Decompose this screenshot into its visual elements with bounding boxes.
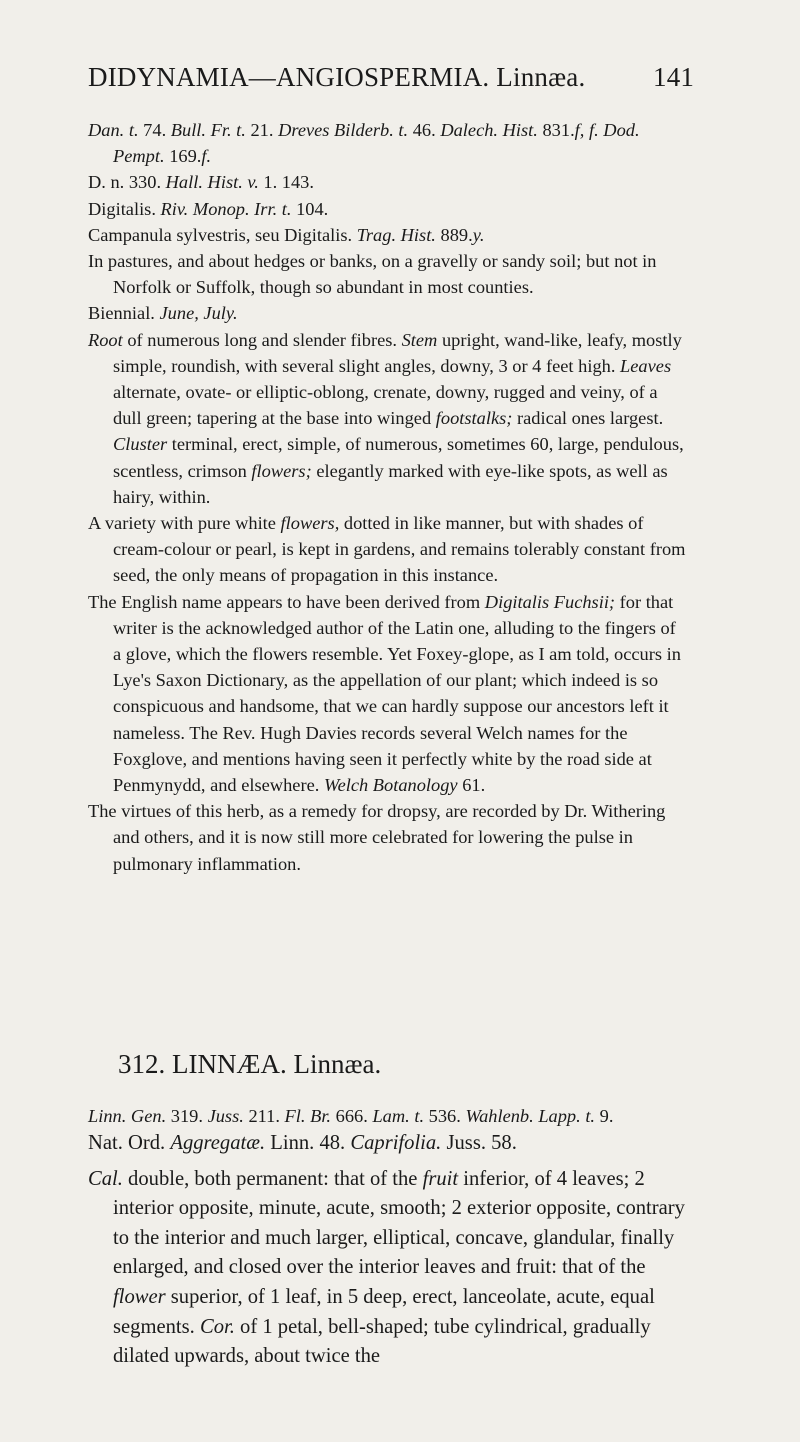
text-run: 9.: [595, 1106, 614, 1126]
italic-run: f, f.: [574, 120, 599, 140]
text-run: upright, wand-like, leafy, mostly simple, roundish, with several slight angles, downy, 3 or 4 feet high.: [113, 329, 682, 376]
italic-run: Hall. Hist. v.: [165, 172, 259, 193]
text-run: of numerous long and slender fibres.: [122, 329, 402, 350]
calyx-description: [88, 1165, 688, 1372]
italic-run: Dalech. Hist.: [440, 120, 538, 140]
italic-run: y.: [472, 224, 485, 245]
linnaea-entry: [88, 1103, 688, 1372]
text-run: A variety with pure white: [88, 513, 281, 534]
text-run: Campanula sylvestris, seu Digitalis.: [88, 224, 357, 245]
text-run: 666.: [331, 1106, 373, 1126]
text-run: Linn. 48.: [265, 1132, 351, 1154]
italic-run: Leaves: [620, 355, 672, 376]
habitat-paragraph: In pastures, and about hedges or banks, on a gravelly or sandy soil; but not in Norfolk or Suffolk, though so abundant in most counties.: [88, 251, 657, 298]
text-run: 211.: [243, 1106, 285, 1126]
italic-run: Cal.: [88, 1167, 123, 1190]
italic-run: June, July.: [159, 303, 238, 324]
italic-run: flowers,: [280, 513, 340, 534]
text-run: double, both permanent: that of the: [122, 1167, 423, 1190]
text-run: for that writer is the acknowledged author of the Latin one, alluding to the fingers of a glove, which the flowers resemble. Yet Foxey-glope, as I am told, occurs in Lye's Saxon Dictionary, as the appellation of our plant; which indeed is so conspicuous and handsome, that we can hardly suppose our ancestors left it nameless. The Rev. Hugh Davies records several Welch names for the Foxglove, and mentions having seen it perfectly white by the road side at Penmynydd, and elsewhere.: [113, 591, 681, 796]
text-run: 889.: [435, 224, 473, 245]
text-run: 61.: [457, 775, 486, 796]
english-name-paragraph: [88, 589, 688, 799]
reference-line: [88, 169, 688, 195]
reference-line: [88, 222, 688, 248]
italic-run: flower: [113, 1285, 166, 1308]
italic-run: Dan. t.: [88, 120, 139, 140]
description-paragraph: [88, 327, 688, 510]
text-run: The English name appears to have been derived from: [88, 591, 485, 612]
italic-run: Lam. t.: [372, 1106, 425, 1126]
text-run: Nat. Ord.: [88, 1132, 171, 1154]
italic-run: Bull. Fr. t.: [170, 120, 246, 140]
text-run: Digitalis.: [88, 198, 161, 219]
foxglove-entry: [88, 117, 688, 877]
italic-run: Linn. Gen.: [88, 1106, 167, 1126]
italic-run: Wahlenb. Lapp. t.: [465, 1106, 596, 1126]
variety-paragraph: [88, 510, 688, 589]
page-number: 141: [653, 62, 695, 92]
text-run: 319.: [166, 1106, 208, 1126]
text-run: Juss. 58.: [441, 1132, 517, 1154]
italic-run: flowers;: [251, 460, 312, 481]
text-run: of 1 petal, bell-shaped; tube cylindrical, gradually dilated upwards, about twice the: [113, 1315, 651, 1368]
text-run: 169.: [164, 146, 202, 167]
italic-run: Caprifolia.: [350, 1132, 442, 1154]
text-run: 831.: [537, 120, 575, 140]
text-run: radical ones largest.: [512, 408, 664, 429]
italic-run: footstalks;: [435, 408, 513, 429]
italic-run: Stem: [401, 329, 438, 350]
text-run: Biennial.: [88, 303, 160, 324]
text-run: 104.: [291, 198, 329, 219]
text-run: dotted in like manner, but with shades of cream-colour or pearl, is kept in gardens, and remains tolerably constant from seed, the only means of propagation in this instance.: [113, 513, 686, 586]
running-title: DIDYNAMIA—ANGIOSPERMIA. Linnæa.: [88, 62, 586, 92]
italic-run: Cor.: [199, 1315, 235, 1338]
text-run: terminal, erect, simple, of numerous, sometimes 60, large, pendulous, scentless, crimson: [113, 434, 684, 481]
italic-run: Digitalis Fuchsii;: [484, 591, 616, 612]
text-run: inferior, of 4 leaves; 2 interior opposite, minute, acute, smooth; 2 exterior opposite, contrary to the interior and much larger, elliptical, concave, glandular, finally enlarged, and closed over the interior leaves and fruit: that of the: [113, 1167, 685, 1279]
reference-line: [88, 117, 688, 169]
genus-references: [88, 1103, 688, 1129]
text-run: D. n. 330.: [88, 172, 166, 193]
virtues-paragraph: The virtues of this herb, as a remedy for dropsy, are recorded by Dr. Withering and others, and it is now still more celebrated for lowering the pulse in pulmonary inflammation.: [88, 801, 666, 874]
text-run: 1. 143.: [258, 172, 314, 193]
italic-run: Riv. Monop. Irr. t.: [160, 198, 292, 219]
italic-run: Welch Botanology: [323, 775, 458, 796]
italic-run: Aggregatæ.: [170, 1132, 266, 1154]
running-header: [88, 62, 695, 93]
italic-run: Root: [88, 329, 123, 350]
text-run: 536.: [424, 1106, 466, 1126]
italic-run: fruit: [422, 1167, 459, 1190]
italic-run: Cluster: [113, 434, 168, 455]
italic-run: Juss.: [207, 1106, 244, 1126]
italic-run: Trag. Hist.: [356, 224, 436, 245]
natural-order-line: [88, 1129, 688, 1159]
text-run: 21.: [245, 120, 279, 140]
text-run: 46.: [408, 120, 441, 140]
text-run: superior, of 1 leaf, in 5 deep, erect, lanceolate, acute, equal segments.: [113, 1285, 655, 1338]
text-run: alternate, ovate- or elliptic-oblong, crenate, downy, rugged and veiny, of a dull green; tapering at the base into winged: [113, 382, 658, 429]
text-run: 74.: [138, 120, 171, 140]
duration-line: [88, 300, 688, 326]
section-heading: 312. LINNÆA. Linnæa.: [118, 1049, 382, 1079]
italic-run: f.: [201, 146, 212, 167]
italic-run: Dod. Pempt.: [113, 120, 640, 167]
italic-run: Dreves Bilderb. t.: [278, 120, 409, 140]
italic-run: Fl. Br.: [284, 1106, 332, 1126]
text-run: elegantly marked with eye-like spots, as well as hairy, within.: [113, 460, 668, 507]
reference-line: [88, 196, 688, 222]
